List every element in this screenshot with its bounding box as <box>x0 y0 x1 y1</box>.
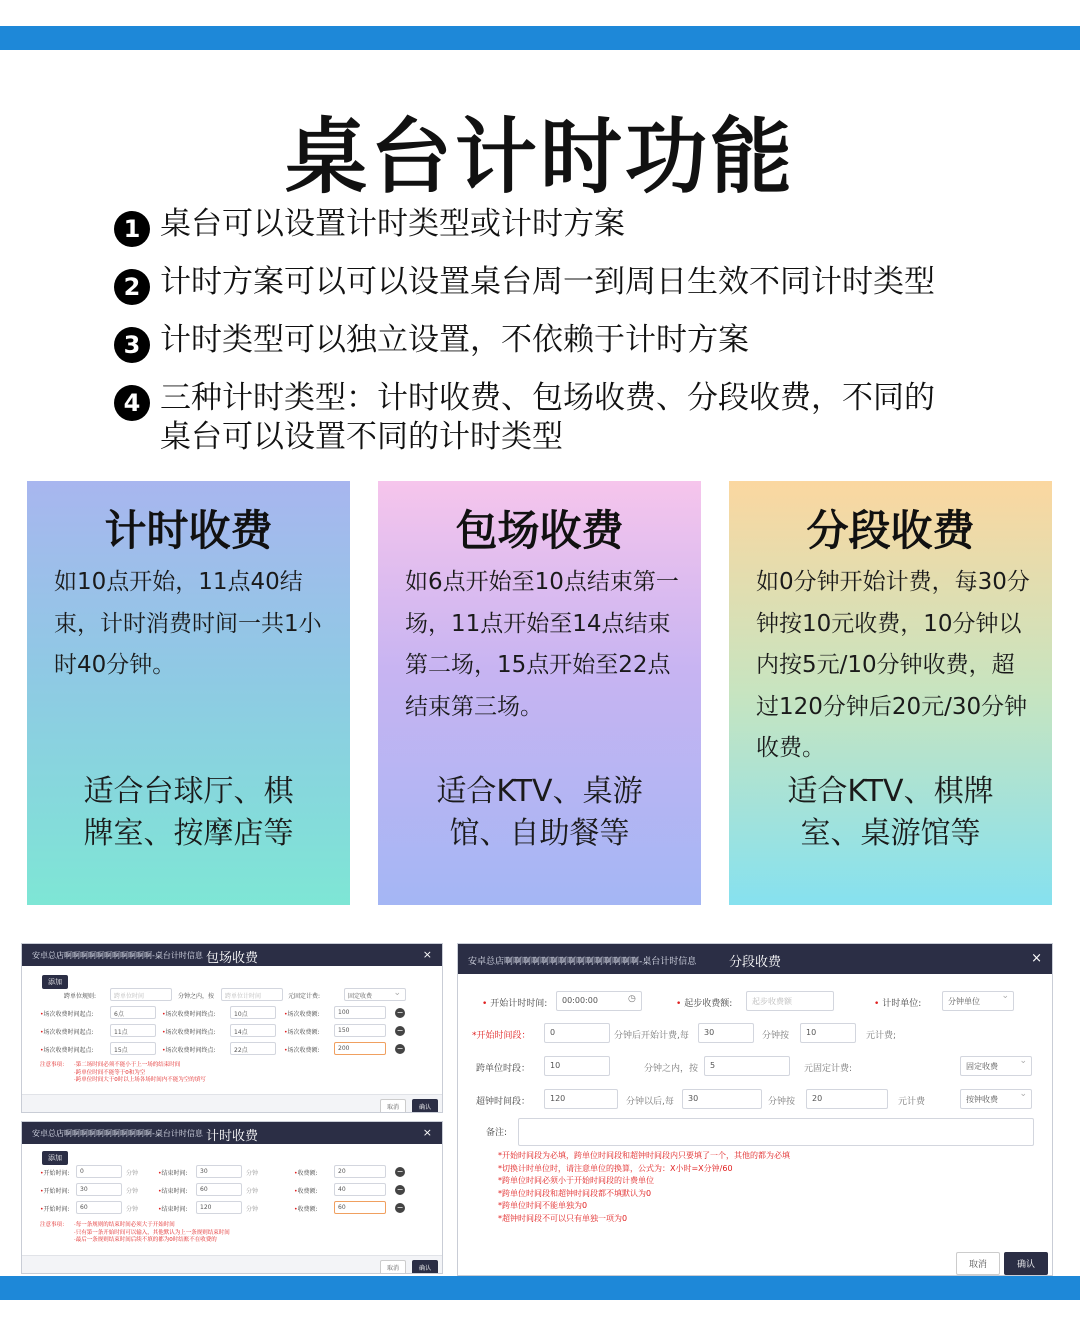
feature-list <box>114 205 974 473</box>
feature-item <box>114 321 974 363</box>
confirm-button[interactable]: 确认 <box>1004 1252 1048 1275</box>
card-description: 如6点开始至10点结束第一场，11点开始至14点结束第二场，15点开始至22点结束第三场。 <box>405 569 679 720</box>
dialog-header-path: 安卓总店啊啊啊啊啊啊啊啊啊啊啊啊啊啊啊-桌台计时信息 <box>468 957 697 967</box>
remove-row-icon[interactable]: − <box>396 1203 404 1212</box>
feature-text: 桌台可以设置计时类型或计时方案 <box>160 206 625 242</box>
dialog-header-path: 安卓总店啊啊啊啊啊啊啊啊啊啊啊-桌台计时信息 <box>32 951 203 960</box>
segment-interval-input[interactable]: 30 <box>698 1023 754 1043</box>
unit-label: 分钟按 <box>762 1031 790 1041</box>
note-line: *跨单位时间段和超钟时间段都不填默认为0 <box>498 1188 652 1198</box>
top-accent-bar <box>0 26 1080 50</box>
cross-unit-fee-input[interactable]: 跨单位计时间 <box>221 988 283 1001</box>
page-title: 桌台计时功能 <box>284 110 795 205</box>
session-end-input[interactable]: 22点 <box>230 1042 276 1055</box>
time-unit-select[interactable]: 分钟单位 ⌄ <box>942 991 1014 1011</box>
field-label: • 起步收费额: <box>676 999 733 1009</box>
session-end-input[interactable]: 10点 <box>230 1006 276 1019</box>
unit-label: 元计费; <box>866 1031 897 1041</box>
card-description: 如10点开始，11点40结束，计时消费时间一共1小时40分钟。 <box>54 569 322 678</box>
remove-row-icon[interactable]: − <box>396 1185 404 1194</box>
fee-input[interactable]: 20 <box>334 1165 386 1178</box>
overtime-interval-input[interactable]: 30 <box>682 1089 762 1109</box>
cross-unit-input[interactable]: 10 <box>544 1056 610 1076</box>
cross-unit-input[interactable]: 跨单位时间 <box>110 988 172 1001</box>
feature-item <box>114 379 974 457</box>
field-label: 备注: <box>486 1128 508 1138</box>
add-button[interactable]: 添加 <box>42 975 68 989</box>
note-line: ·跨单位时间不能等于0和为空 <box>74 1069 146 1076</box>
session-start-input[interactable]: 15点 <box>110 1042 156 1055</box>
card-title: 包场收费 <box>455 506 624 555</box>
field-label: • 开始计时时间: <box>482 999 548 1009</box>
unit-label: 分钟 <box>126 1170 139 1177</box>
field-label: •场次收费额: <box>284 1047 320 1054</box>
start-time-input[interactable]: 0 <box>76 1165 122 1178</box>
dialog-title: 分段收费 <box>728 955 781 970</box>
start-time-input[interactable]: 60 <box>76 1201 122 1214</box>
dialog-footer <box>22 1255 442 1274</box>
overtime-fee-input[interactable]: 20 <box>806 1089 888 1109</box>
close-icon[interactable]: × <box>422 948 432 961</box>
card-segment-charge <box>729 481 1052 905</box>
dialog-title: 包场收费 <box>205 951 258 966</box>
unit-label: 元计费 <box>898 1097 926 1107</box>
confirm-button[interactable]: 确认 <box>412 1260 438 1274</box>
card-description: 如0分钟开始计费，每30分钟按10元收费，10分钟以内按5元/10分钟收费，超过120分钟后20元/30分钟收费。 <box>756 569 1030 761</box>
remove-row-icon[interactable]: − <box>396 1008 404 1017</box>
unit-label: 分钟以后,每 <box>626 1097 674 1107</box>
session-start-input[interactable]: 11点 <box>110 1024 156 1037</box>
field-label: •收费额: <box>294 1206 318 1213</box>
card-suitable: 适合KTV、棋牌室、桌游馆等 <box>787 774 994 851</box>
field-label: 元固定计费: <box>288 993 321 1000</box>
session-fee-input[interactable]: 100 <box>334 1006 386 1019</box>
cancel-button[interactable]: 取消 <box>380 1099 406 1113</box>
note-label: 注意事项： <box>40 1222 68 1228</box>
charge-mode-select[interactable]: 固定收费 ⌄ <box>960 1056 1032 1076</box>
card-suitable: 适合台球厅、棋牌室、按摩店等 <box>83 774 294 851</box>
note-line: *跨单位时间不能单独为0 <box>498 1201 588 1210</box>
session-end-input[interactable]: 14点 <box>230 1024 276 1037</box>
cancel-button[interactable]: 取消 <box>380 1260 406 1274</box>
note-line: ·最后一条规则结束时间后续不填的都为0时结账不在收费的 <box>74 1237 217 1243</box>
field-label: •结束时间: <box>158 1170 188 1177</box>
unit-label: 分钟后开始计费,每 <box>614 1031 689 1041</box>
field-label: • 计时单位: <box>874 999 922 1009</box>
field-label: •开始时间: <box>40 1188 70 1195</box>
unit-label: 分钟 <box>126 1206 139 1213</box>
field-label: 分钟之内，按 <box>178 993 215 1000</box>
field-label: •场次收费额: <box>284 1029 320 1036</box>
unit-label: 分钟 <box>246 1206 259 1213</box>
dialog-title: 计时收费 <box>205 1129 258 1144</box>
end-time-input[interactable]: 120 <box>196 1201 242 1214</box>
field-label: •场次收费时间终点: <box>162 1029 216 1036</box>
remark-textarea[interactable] <box>518 1118 1034 1146</box>
unit-label: 分钟 <box>246 1188 259 1195</box>
unit-label: 元固定计费: <box>804 1064 853 1074</box>
close-icon[interactable]: × <box>422 1126 432 1139</box>
minimum-fee-input[interactable]: 起步收费额 <box>746 991 834 1011</box>
field-label: 跨单位时段： <box>476 1064 531 1074</box>
card-title: 分段收费 <box>806 506 975 555</box>
remove-row-icon[interactable]: − <box>396 1044 404 1053</box>
segment-charge-dialog <box>457 943 1053 1276</box>
fee-input[interactable]: 40 <box>334 1183 386 1196</box>
confirm-button[interactable]: 确认 <box>412 1099 438 1113</box>
number-badge-icon: 1 <box>114 211 150 247</box>
fixed-charge-select[interactable]: 固定收费 ⌄ <box>344 988 406 1001</box>
session-fee-input[interactable]: 150 <box>334 1024 386 1037</box>
unit-label: 分钟 <box>126 1188 139 1195</box>
dialog-footer <box>22 1094 442 1113</box>
field-label: 跨单位规则: <box>64 993 97 1000</box>
unit-label: 分钟按 <box>768 1097 796 1107</box>
note-line: ·第二场时间必须不能小于上一场的结束时间 <box>74 1062 181 1068</box>
start-time-input[interactable]: 00:00:00 <box>556 991 642 1011</box>
dialog-header <box>22 1122 442 1144</box>
dialog-header-path: 安卓总店啊啊啊啊啊啊啊啊啊啊啊-桌台计时信息 <box>32 1129 203 1138</box>
timing-charge-dialog <box>21 1121 443 1274</box>
close-icon[interactable]: × <box>1031 951 1042 966</box>
field-label: •场次收费时间起点: <box>40 1047 94 1054</box>
number-badge-icon: 4 <box>114 385 150 421</box>
start-time-input[interactable]: 30 <box>76 1183 122 1196</box>
fee-input[interactable]: 60 <box>334 1201 386 1214</box>
note-line: *切换计时单位时，请注意单位的换算，公式为：X小时=X分钟/60 <box>498 1163 733 1173</box>
note-line: *开始时间段为必填，跨单位时间段和超钟时间段内只要填了一个，其他的都为必填 <box>498 1151 790 1160</box>
start-segment-input[interactable]: 0 <box>544 1023 610 1043</box>
feature-item <box>114 263 974 305</box>
note-line: ·每一条规则的结束时间必须大于开始时间 <box>74 1222 175 1228</box>
card-suitable: 适合KTV、桌游馆、自助餐等 <box>436 774 643 851</box>
clock-icon: ◷ <box>628 994 636 1004</box>
feature-text: 计时类型可以独立设置，不依赖于计时方案 <box>160 322 749 358</box>
feature-text: 计时方案可以可以设置桌台周一到周日生效不同计时类型 <box>160 264 935 300</box>
field-label: •场次收费时间终点: <box>162 1011 216 1018</box>
field-label: •场次收费额: <box>284 1011 320 1018</box>
note-line: *超钟时间段不可以只有单独一项为0 <box>498 1213 628 1223</box>
field-label: 超钟时间段： <box>476 1097 531 1107</box>
card-package-charge <box>378 481 701 905</box>
package-charge-dialog <box>21 943 443 1113</box>
dialog-header <box>458 944 1052 974</box>
field-label: •场次收费时间起点: <box>40 1011 94 1018</box>
note-line: *跨单位时间必须小于开始时间段的计费单位 <box>498 1176 654 1185</box>
cancel-button[interactable]: 取消 <box>956 1252 1000 1275</box>
field-label: *开始时间段： <box>472 1031 531 1041</box>
unit-label: 分钟之内，按 <box>644 1064 699 1074</box>
segment-fee-input[interactable]: 10 <box>800 1023 856 1043</box>
dialog-header <box>22 944 442 966</box>
overtime-mode-select[interactable]: 按钟收费 ⌄ <box>960 1089 1032 1109</box>
end-time-input[interactable]: 30 <box>196 1165 242 1178</box>
session-fee-input[interactable]: 200 <box>334 1042 386 1055</box>
remove-row-icon[interactable]: − <box>396 1167 404 1176</box>
field-label: •场次收费时间终点: <box>162 1047 216 1054</box>
card-timing-charge <box>27 481 350 905</box>
session-start-input[interactable]: 6点 <box>110 1006 156 1019</box>
unit-label: 分钟 <box>246 1170 259 1177</box>
overtime-input[interactable]: 120 <box>544 1089 618 1109</box>
cross-unit-fee-input[interactable]: 5 <box>704 1056 790 1076</box>
note-line: ·只有第一条开始时间可以输入，其他默认为上一条规则结束时间 <box>74 1229 230 1236</box>
note-line: ·跨单位时间大于0时以上场各场时间内不能为空的填写 <box>74 1077 206 1083</box>
feature-item <box>114 205 974 247</box>
field-label: •开始时间: <box>40 1170 70 1177</box>
add-button[interactable]: 添加 <box>42 1151 68 1165</box>
field-label: •收费额: <box>294 1170 318 1177</box>
field-label: •结束时间: <box>158 1206 188 1213</box>
remove-row-icon[interactable]: − <box>396 1026 404 1035</box>
number-badge-icon: 2 <box>114 269 150 305</box>
bottom-accent-bar <box>0 1276 1080 1300</box>
field-label: •收费额: <box>294 1188 318 1195</box>
card-title: 计时收费 <box>104 506 273 555</box>
feature-text: 三种计时类型：计时收费、包场收费、分段收费，不同的桌台可以设置不同的计时类型 <box>160 380 935 455</box>
end-time-input[interactable]: 60 <box>196 1183 242 1196</box>
field-label: •结束时间: <box>158 1188 188 1195</box>
number-badge-icon: 3 <box>114 327 150 363</box>
note-label: 注意事项： <box>40 1062 68 1068</box>
field-label: •开始时间: <box>40 1206 70 1213</box>
field-label: •场次收费时间起点: <box>40 1029 94 1036</box>
